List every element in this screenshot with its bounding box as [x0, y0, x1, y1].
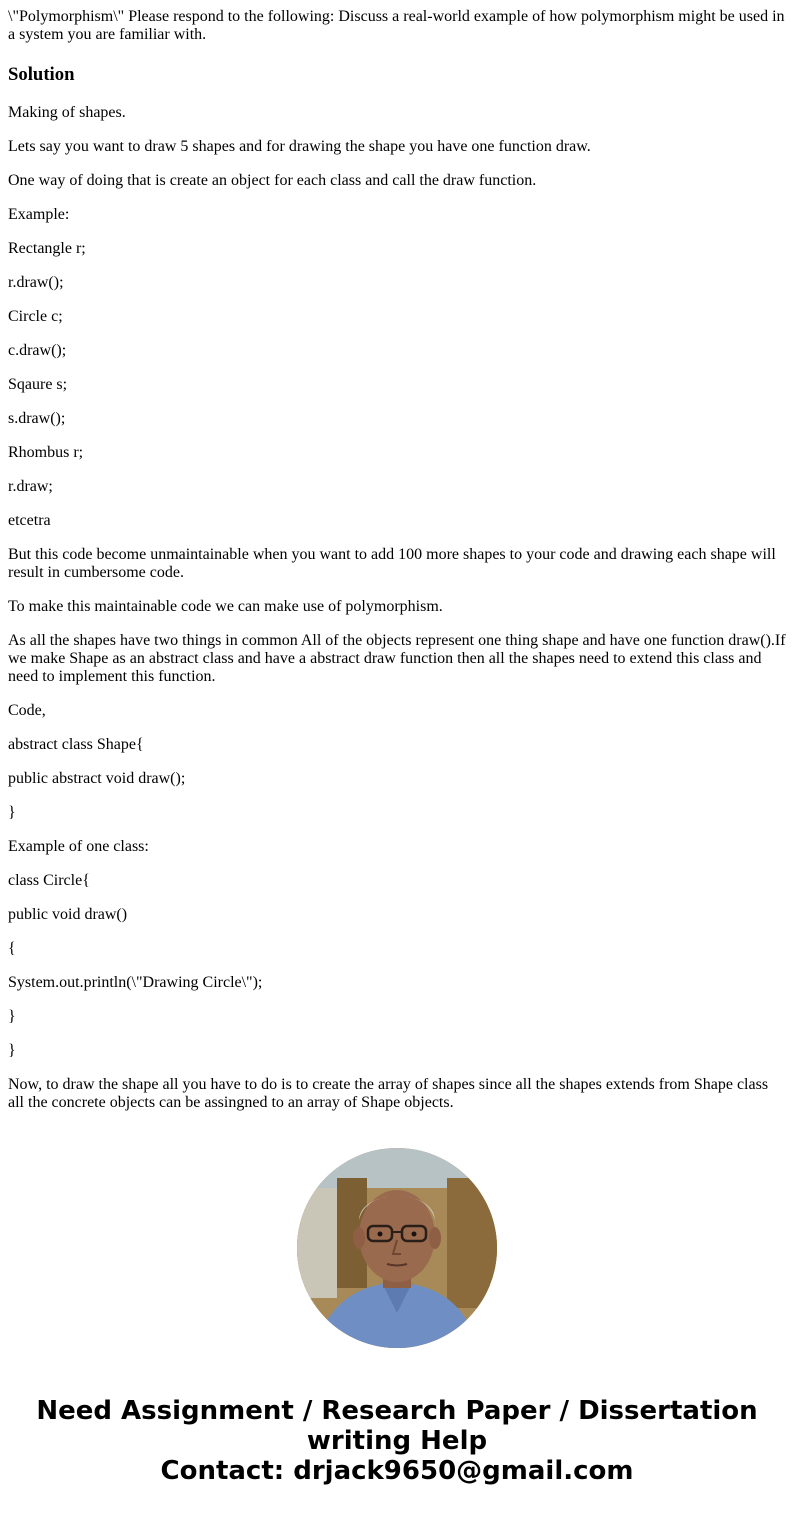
contact-email: Contact: drjack9650@gmail.com — [160, 1456, 634, 1486]
code-line: { — [8, 940, 16, 957]
code-line: Rectangle r; — [8, 240, 86, 257]
banner-line: writing Help — [306, 1426, 488, 1456]
solution-paragraph: Making of shapes. — [8, 104, 126, 121]
avatar-container — [8, 1148, 786, 1348]
code-line: class Circle{ — [8, 872, 90, 889]
code-line: s.draw(); — [8, 410, 66, 427]
code-line: Rhombus r; — [8, 444, 84, 461]
avatar-portrait-image — [297, 1148, 497, 1348]
code-line: } — [8, 1042, 16, 1059]
solution-paragraph: etcetra — [8, 512, 51, 529]
solution-paragraph: Example of one class: — [8, 838, 149, 855]
banner-line: Need Assignment / Research Paper / Dissertation — [36, 1396, 758, 1426]
solution-paragraph: Code, — [8, 702, 46, 719]
solution-heading: Solution — [8, 64, 75, 85]
solution-paragraph: Example: — [8, 206, 70, 223]
code-line: c.draw(); — [8, 342, 67, 359]
solution-paragraph: But this code become unmaintainable when you want to add 100 more shapes to your code and drawing each shape will result in cumbersome code. — [8, 546, 776, 581]
code-line: r.draw(); — [8, 274, 64, 291]
question-text: \"Polymorphism\" Please respond to the following: Discuss a real-world example of how polymorphism might be used in a system you are familiar with. — [8, 8, 785, 43]
code-line: System.out.println(\"Drawing Circle\"); — [8, 974, 263, 991]
code-line: } — [8, 804, 16, 821]
solution-paragraph: To make this maintainable code we can make use of polymorphism. — [8, 598, 443, 615]
code-line: public void draw() — [8, 906, 128, 923]
avatar — [297, 1148, 497, 1348]
solution-paragraph: One way of doing that is create an object for each class and call the draw function. — [8, 172, 537, 189]
code-line: Sqaure s; — [8, 376, 68, 393]
code-line: } — [8, 1008, 16, 1025]
solution-body — [8, 104, 786, 1112]
code-line: public abstract void draw(); — [8, 770, 186, 787]
code-line: r.draw; — [8, 478, 53, 495]
code-line: Circle c; — [8, 308, 63, 325]
solution-paragraph: Now, to draw the shape all you have to do is to create the array of shapes since all the shapes extends from Shape class all the concrete objects can be assingned to an array of Shape objects. — [8, 1076, 769, 1111]
solution-paragraph: Lets say you want to draw 5 shapes and for drawing the shape you have one function draw. — [8, 138, 591, 155]
solution-paragraph: As all the shapes have two things in common All of the objects represent one thing shape and have one function draw().If we make Shape as an abstract class and have a abstract draw function then all the shapes need to extend this class and need to implement this function. — [8, 632, 786, 685]
code-line: abstract class Shape{ — [8, 736, 144, 753]
contact-banner — [8, 1396, 786, 1486]
